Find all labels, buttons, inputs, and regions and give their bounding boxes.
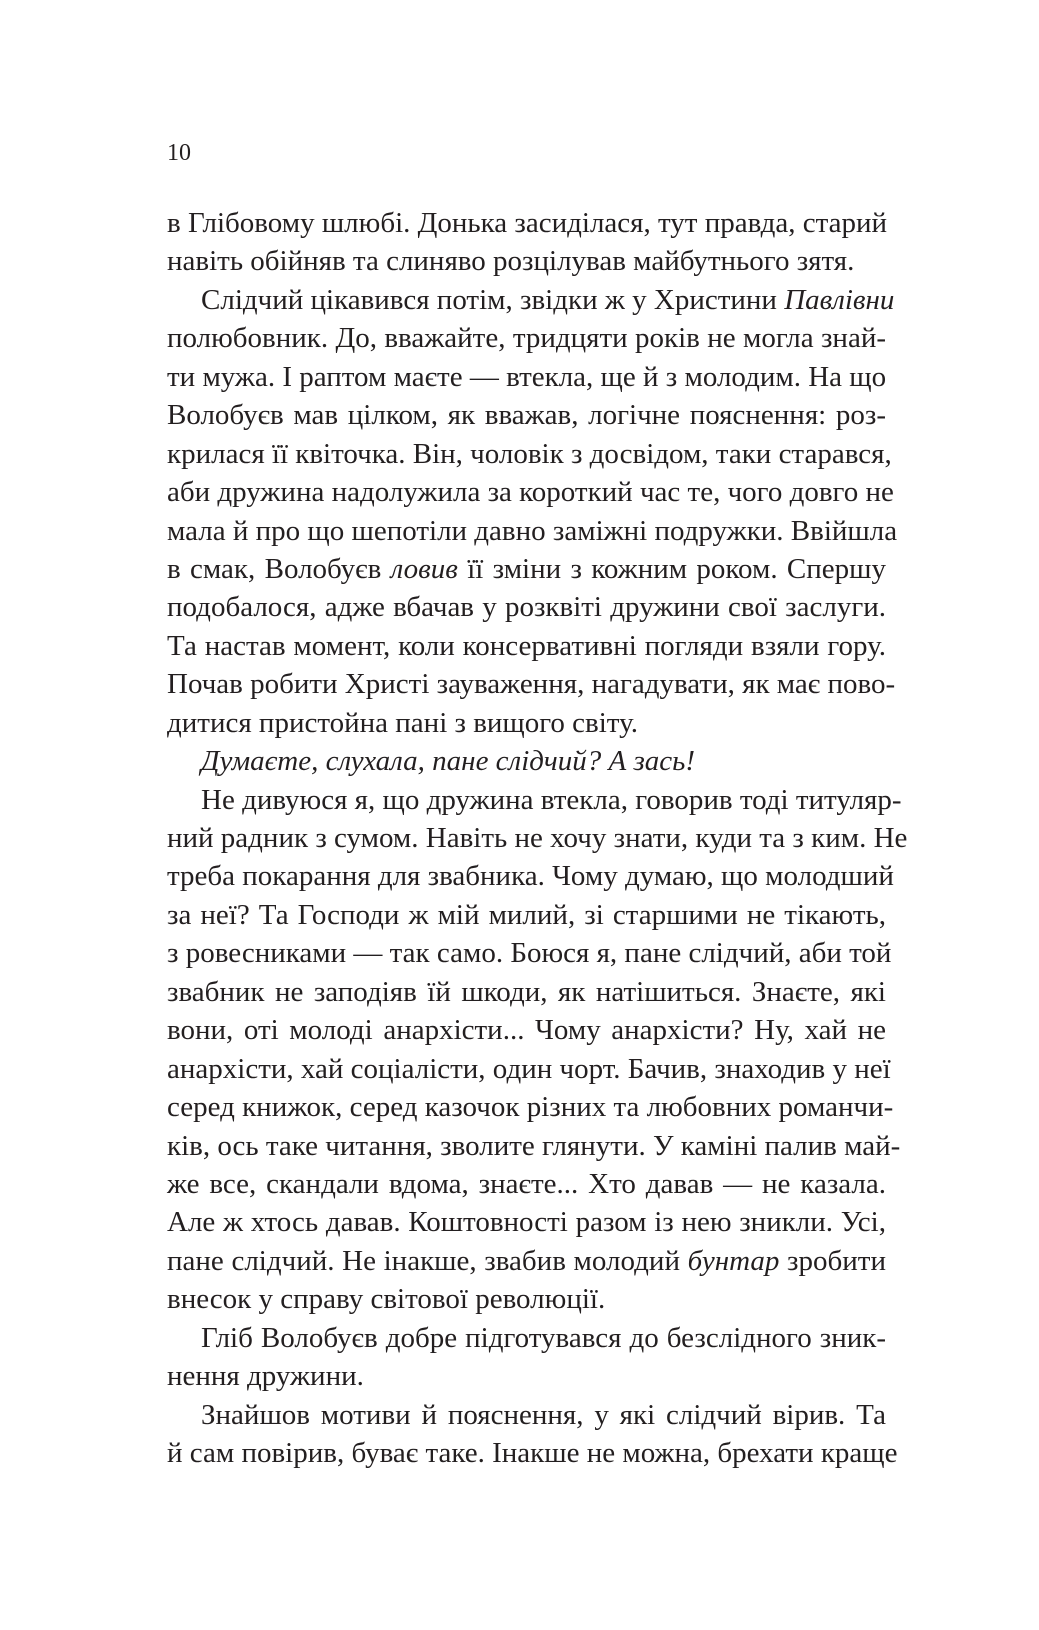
text-segment: Слідчий цікавився потім, звідки ж у Христини [201, 283, 785, 316]
text-segment: Знайшов мотиви й пояснення, у які слідчий вірив. Та [201, 1398, 886, 1431]
text-line [167, 1050, 891, 1088]
text-line [167, 1280, 886, 1318]
text-line [167, 319, 886, 357]
text-segment: ти мужа. І раптом маєте — втекла, ще й з молодим. На що [167, 360, 887, 393]
text-segment: крилася її квіточка. Він, чоловік з досвідом, таки старався, [167, 437, 892, 470]
body-text [167, 204, 908, 1472]
text-line [167, 473, 894, 511]
text-segment: вони, оті молоді анархісти... Чому анархісти? Ну, хай не [167, 1014, 886, 1047]
text-line [167, 1396, 886, 1434]
text-segment: нення дружини. [167, 1360, 364, 1393]
text-line [167, 627, 886, 665]
text-line [167, 512, 898, 550]
italic-text: Думаєте, слухала, пане слідчий? А зась! [201, 745, 696, 778]
text-segment: аби дружина надолужила за короткий час те, чого довго не [167, 476, 894, 509]
text-line [167, 665, 896, 703]
text-line [167, 1011, 886, 1049]
text-segment: її зміни з кожним роком. Спершу [457, 552, 886, 585]
text-segment: пане слідчий. Не інакше, звабив молодий [167, 1244, 688, 1277]
text-segment: анархісти, хай соціалісти, один чорт. Бачив, знаходив у неї [167, 1052, 891, 1085]
text-line [167, 1434, 898, 1472]
text-segment: полюбовник. До, вважайте, тридцяти років не могла знай- [167, 322, 886, 355]
text-segment: зробити [779, 1244, 886, 1277]
text-segment: треба покарання для звабника. Чому думаю, що молодший [167, 860, 894, 893]
text-segment: Волобуєв мав цілком, як вважав, логічне пояснення: роз- [167, 399, 886, 432]
text-line [167, 204, 886, 242]
text-segment: в смак, Волобуєв [167, 552, 391, 585]
text-line [167, 1242, 886, 1280]
text-line [167, 1203, 886, 1241]
italic-text: бунтар [687, 1244, 780, 1277]
text-line [167, 1357, 886, 1395]
text-segment: подобалося, адже вбачав у розквіті дружини свої заслуги. [167, 591, 886, 624]
text-line [167, 396, 886, 434]
text-segment: ний радник з сумом. Навіть не хочу знати, куди та з ким. Не [167, 822, 908, 854]
text-segment: мала й про що шепотіли давно заміжні подружки. Ввійшла [167, 514, 898, 547]
text-line [167, 896, 886, 934]
text-line [167, 1127, 901, 1165]
text-line [167, 857, 894, 895]
text-segment: Не дивуюся я, що дружина втекла, говорив тоді титуляр- [201, 783, 902, 816]
text-segment: ків, ось таке читання, зволите глянути. У каміні палив май- [167, 1129, 901, 1162]
text-segment: Та настав момент, коли консервативні погляди взяли гору. [167, 629, 886, 662]
text-line [167, 934, 892, 972]
text-segment: серед книжок, серед казочок різних та любовних романчи- [167, 1091, 894, 1124]
text-segment: Гліб Волобуєв добре підготувався до безслідного зник- [201, 1321, 886, 1354]
text-segment: за неї? Та Господи ж мій милий, зі старшими не тікають, [167, 898, 886, 931]
text-segment: звабник не заподіяв їй шкоди, як натішиться. Знаєте, які [167, 975, 886, 1008]
text-line [167, 550, 886, 588]
text-segment: навіть обійняв та слиняво розцілував майбутнього зятя. [167, 245, 855, 278]
text-line [167, 973, 886, 1011]
text-segment: й сам повірив, буває таке. Інакше не можна, брехати краще [167, 1437, 898, 1469]
text-line [167, 435, 892, 473]
italic-text: ловив [390, 552, 458, 585]
text-line [167, 281, 895, 319]
text-line [167, 819, 908, 857]
text-line [167, 588, 886, 626]
page-number: 10 [167, 140, 191, 166]
italic-text: Павлівни [784, 283, 895, 316]
text-line [167, 742, 886, 780]
text-line [167, 1165, 886, 1203]
text-segment: дитися пристойна пані з вищого світу. [167, 706, 638, 739]
text-segment: внесок у справу світової революції. [167, 1283, 606, 1316]
text-line [167, 242, 886, 280]
text-segment: Почав робити Христі зауваження, нагадувати, як має пово- [167, 668, 896, 701]
text-line [167, 1319, 886, 1357]
text-line [167, 704, 886, 742]
text-line [167, 1088, 894, 1126]
text-segment: з ровесниками — так само. Боюся я, пане слідчий, аби той [167, 937, 892, 970]
text-segment: в Глібовому шлюбі. Донька засиділася, тут правда, старий [167, 207, 888, 239]
text-segment: Але ж хтось давав. Коштовності разом із нею зникли. Усі, [167, 1206, 886, 1239]
text-segment: же все, скандали вдома, знаєте... Хто давав — не казала. [167, 1167, 886, 1200]
text-line [167, 781, 902, 819]
text-line [167, 358, 886, 396]
